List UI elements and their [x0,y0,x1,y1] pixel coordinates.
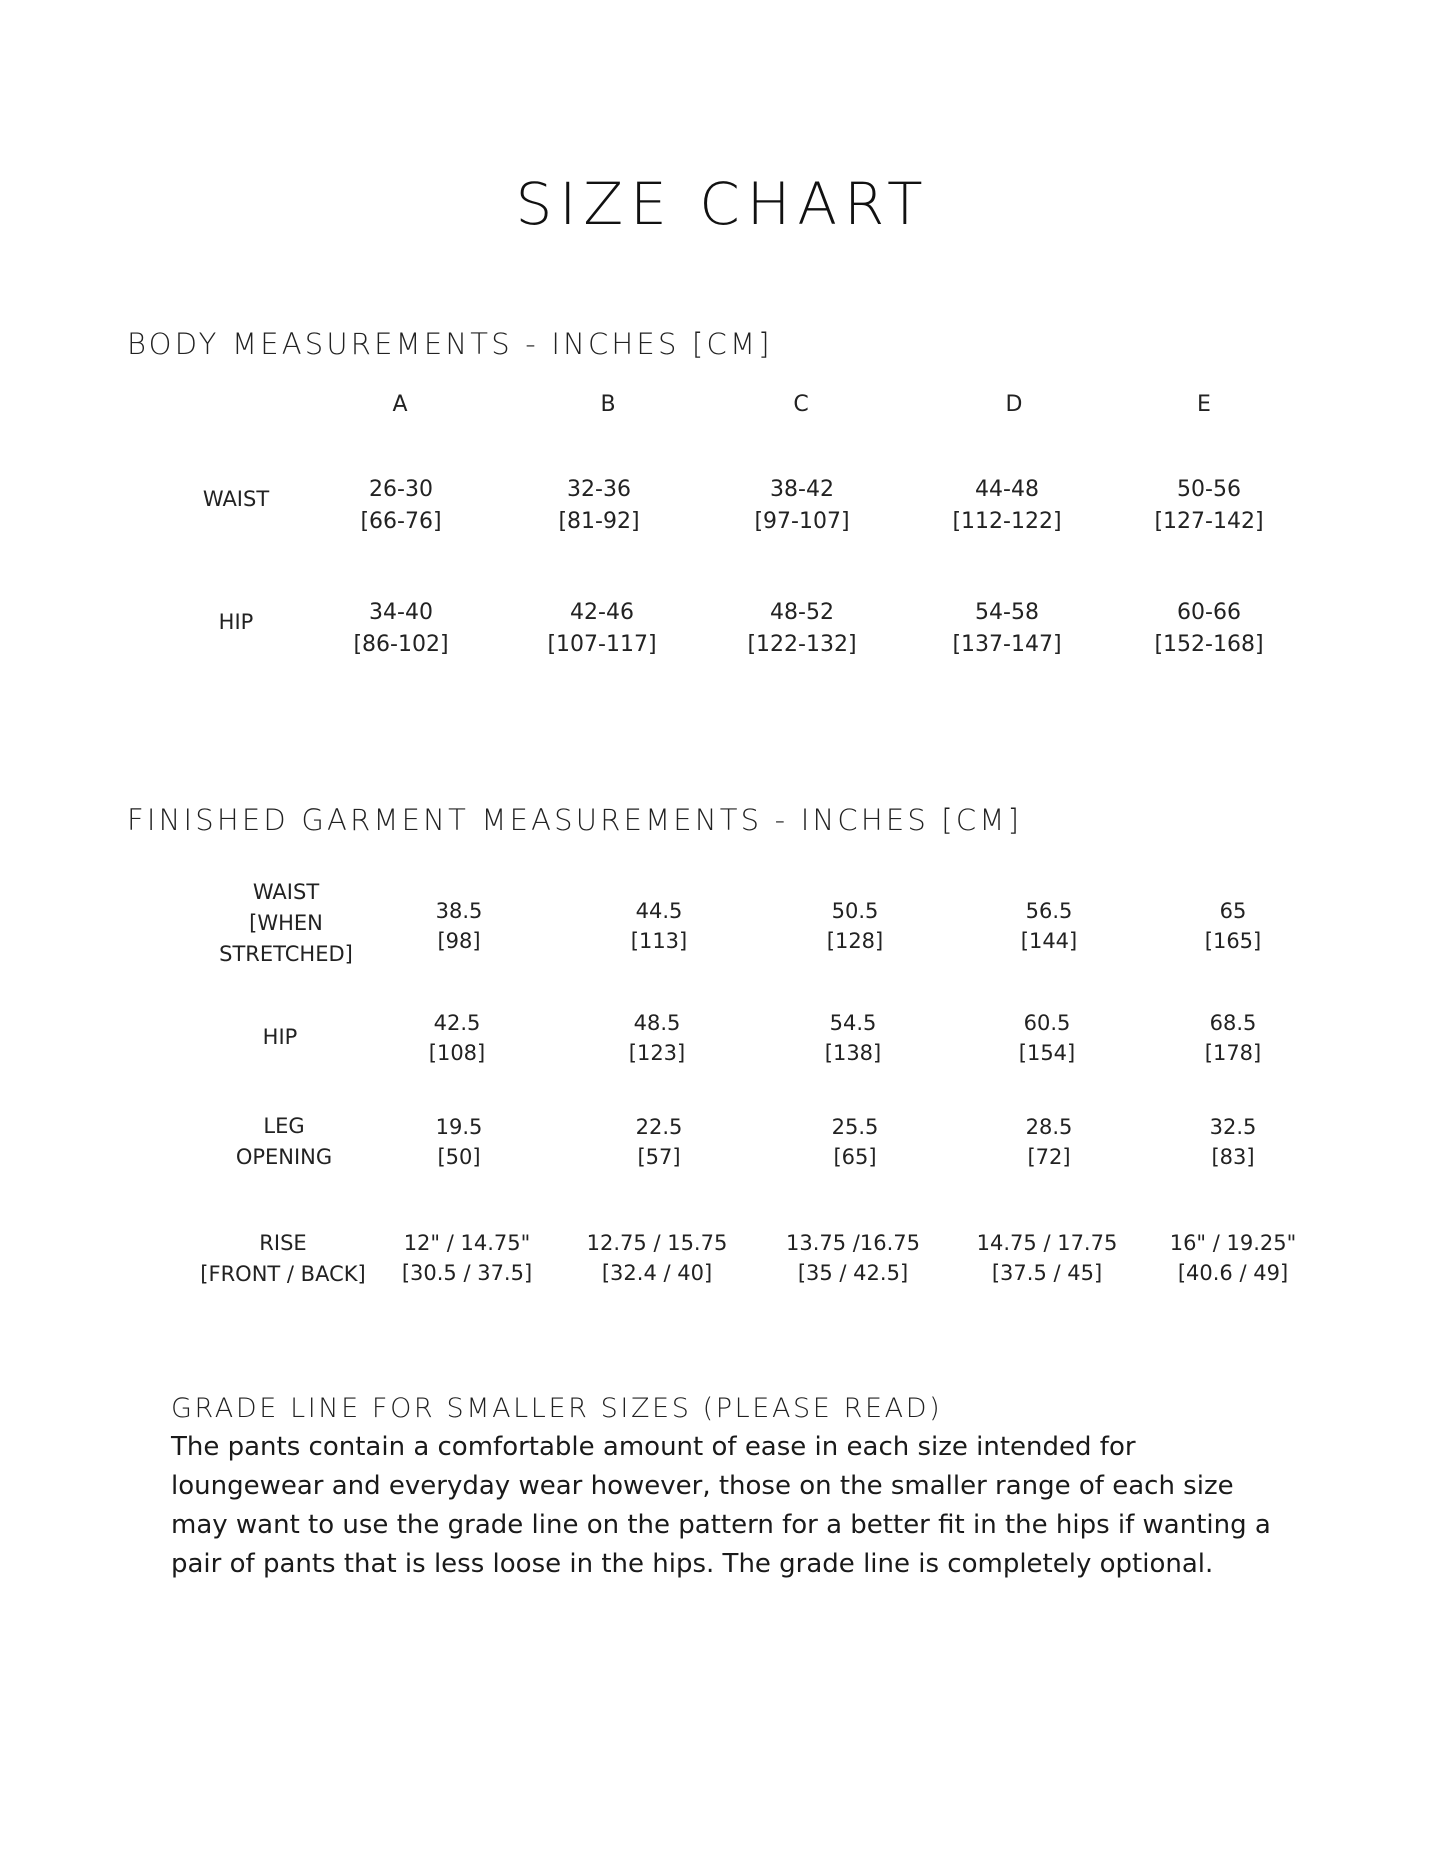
garment-waist-a [436,896,483,956]
cell-inches: 44.5 [635,899,683,923]
cell-cm: [112-122] [952,509,1062,534]
cell-cm: [50] [437,1145,481,1169]
cell-cm: [137-147] [952,632,1062,657]
garment-hip-b [629,1008,685,1068]
cell-cm: [72] [1027,1145,1071,1169]
garment-leg-a [436,1112,483,1172]
body-waist-c [754,474,849,538]
cell-inches: 42-46 [570,600,634,625]
body-waist-a [360,474,441,538]
cell-inches: 34-40 [369,600,433,625]
cell-inches: 54.5 [829,1011,877,1035]
garment-hip-d [1019,1008,1075,1068]
row-label-line: WAIST [252,880,320,904]
cell-inches: 44-48 [975,477,1039,502]
cell-cm: [37.5 / 45] [991,1261,1103,1285]
body-hip-e [1154,597,1263,661]
cell-inches: 19.5 [435,1115,483,1139]
cell-inches: 25.5 [831,1115,879,1139]
body-hip-c [747,597,856,661]
cell-inches: 68.5 [1209,1011,1257,1035]
cell-inches: 22.5 [635,1115,683,1139]
cell-inches: 13.75 /16.75 [786,1231,920,1255]
cell-cm: [113] [630,929,688,953]
garment-row-label-waist [219,877,353,970]
cell-cm: [83] [1211,1145,1255,1169]
cell-cm: [86-102] [353,632,449,657]
body-waist-b [558,474,639,538]
cell-cm: [97-107] [754,509,850,534]
cell-inches: 26-30 [369,477,433,502]
cell-inches: 14.75 / 17.75 [976,1231,1118,1255]
cell-cm: [98] [437,929,481,953]
body-hip-b [547,597,656,661]
cell-cm: [35 / 42.5] [797,1261,909,1285]
page-title: SIZE CHART [515,170,930,238]
cell-inches: 60.5 [1023,1011,1071,1035]
cell-cm: [30.5 / 37.5] [401,1261,533,1285]
cell-inches: 50-56 [1177,477,1241,502]
cell-inches: 28.5 [1025,1115,1073,1139]
cell-inches: 54-58 [975,600,1039,625]
cell-inches: 56.5 [1025,899,1073,923]
body-row-label-hip: HIP [218,610,254,634]
row-label-line: [FRONT / BACK] [200,1262,366,1286]
row-label-line: STRETCHED] [219,942,353,966]
garment-rise-a [402,1228,532,1288]
garment-leg-c [832,1112,879,1172]
cell-cm: [165] [1204,929,1262,953]
cell-cm: [81-92] [558,509,640,534]
cell-cm: [107-117] [547,632,657,657]
cell-inches: 48.5 [633,1011,681,1035]
row-label-line: LEG [263,1114,305,1138]
garment-hip-e [1205,1008,1261,1068]
cell-cm: [178] [1204,1041,1262,1065]
cell-inches: 12.75 / 15.75 [586,1231,728,1255]
cell-cm: [144] [1020,929,1078,953]
cell-cm: [122-132] [747,632,857,657]
garment-row-label-leg-opening [236,1111,332,1173]
row-label-line: OPENING [235,1145,333,1169]
cell-cm: [154] [1018,1041,1076,1065]
cell-inches: 50.5 [831,899,879,923]
body-waist-e [1154,474,1263,538]
cell-cm: [57] [637,1145,681,1169]
cell-inches: 32-36 [567,477,631,502]
body-row-label-waist: WAIST [202,487,270,511]
row-label-line: RISE [259,1231,307,1255]
grade-line-heading: GRADE LINE FOR SMALLER SIZES (PLEASE READ) [171,1393,943,1424]
body-hip-d [952,597,1061,661]
cell-inches: 38.5 [435,899,483,923]
cell-cm: [138] [824,1041,882,1065]
garment-waist-c [827,896,883,956]
cell-inches: 48-52 [770,600,834,625]
cell-inches: 32.5 [1209,1115,1257,1139]
cell-cm: [152-168] [1154,632,1264,657]
cell-cm: [127-142] [1154,509,1264,534]
garment-rise-b [587,1228,728,1288]
garment-rise-e [1170,1228,1297,1288]
garment-waist-d [1021,896,1077,956]
size-header-d: D [1005,392,1023,417]
garment-row-label-rise [200,1228,365,1290]
cell-inches: 60-66 [1177,600,1241,625]
cell-inches: 42.5 [433,1011,481,1035]
garment-hip-a [429,1008,485,1068]
garment-leg-b [636,1112,683,1172]
garment-measurements-heading: FINISHED GARMENT MEASUREMENTS - INCHES [CM] [127,803,1023,837]
size-header-a: A [392,392,408,417]
garment-hip-c [825,1008,881,1068]
garment-rise-c [786,1228,920,1288]
garment-rise-d [977,1228,1118,1288]
cell-inches: 38-42 [770,477,834,502]
cell-cm: [108] [428,1041,486,1065]
cell-inches: 12" / 14.75" [403,1231,531,1255]
cell-cm: [40.6 / 49] [1177,1261,1289,1285]
garment-waist-b [631,896,687,956]
size-header-e: E [1197,392,1211,417]
size-header-b: B [600,392,616,417]
cell-cm: [123] [628,1041,686,1065]
row-label-line: HIP [262,1025,298,1049]
row-label-line: [WHEN [249,911,323,935]
garment-leg-d [1026,1112,1073,1172]
body-hip-a [353,597,448,661]
size-header-c: C [793,392,809,417]
cell-inches: 65 [1219,899,1247,923]
garment-waist-e [1205,896,1261,956]
body-measurements-heading: BODY MEASUREMENTS - INCHES [CM] [127,327,773,361]
garment-leg-e [1210,1112,1257,1172]
cell-cm: [32.4 / 40] [601,1261,713,1285]
cell-cm: [65] [833,1145,877,1169]
body-waist-d [952,474,1061,538]
cell-inches: 16" / 19.25" [1169,1231,1297,1255]
cell-cm: [66-76] [360,509,442,534]
garment-row-label-hip [263,1022,298,1053]
cell-cm: [128] [826,929,884,953]
grade-line-paragraph: The pants contain a comfortable amount of ease in each size intended for loungewear and everyday wear however, those on the smaller range of each size may want to use the grade line on the pattern for a better fit in the hips if wanting a pair of pants that is less loose in the hips. The grade line is completely optional. [171,1432,1271,1579]
